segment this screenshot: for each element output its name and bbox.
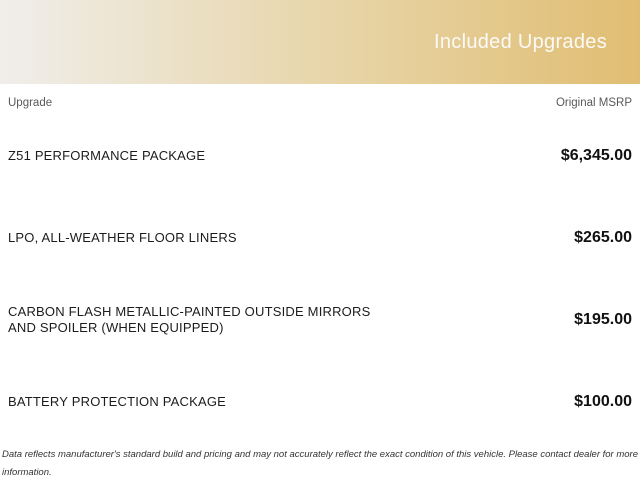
- upgrade-price: $195.00: [574, 311, 632, 328]
- upgrade-name: BATTERY PROTECTION PACKAGE: [8, 394, 227, 409]
- table-row: [8, 279, 632, 361]
- upgrade-price: $265.00: [574, 229, 632, 246]
- column-header-original-msrp: Original MSRP: [555, 97, 632, 109]
- upgrade-name: LPO, ALL-WEATHER FLOOR LINERS: [8, 230, 237, 245]
- page-title: Included Upgrades: [434, 30, 607, 53]
- table-row: [8, 361, 632, 443]
- header-banner: [0, 0, 640, 84]
- table-row: [8, 197, 632, 279]
- footer: [0, 444, 640, 480]
- table-row: [8, 115, 632, 197]
- upgrade-price: $100.00: [574, 393, 632, 410]
- disclaimer-text: Data reflects manufacturer's standard build and pricing and may not accurately reflect the exact condition of this vehicle. Please contact dealer for more information.: [2, 449, 639, 478]
- upgrade-name: CARBON FLASH METALLIC-PAINTED OUTSIDE MIRRORS AND SPOILER (WHEN EQUIPPED): [8, 304, 371, 335]
- upgrades-table-body: [8, 115, 632, 443]
- table-column-headers: [8, 84, 632, 110]
- upgrade-name: Z51 PERFORMANCE PACKAGE: [8, 148, 206, 163]
- upgrades-table: [0, 84, 640, 443]
- column-header-upgrade: Upgrade: [8, 97, 53, 109]
- upgrade-price: $6,345.00: [560, 147, 632, 164]
